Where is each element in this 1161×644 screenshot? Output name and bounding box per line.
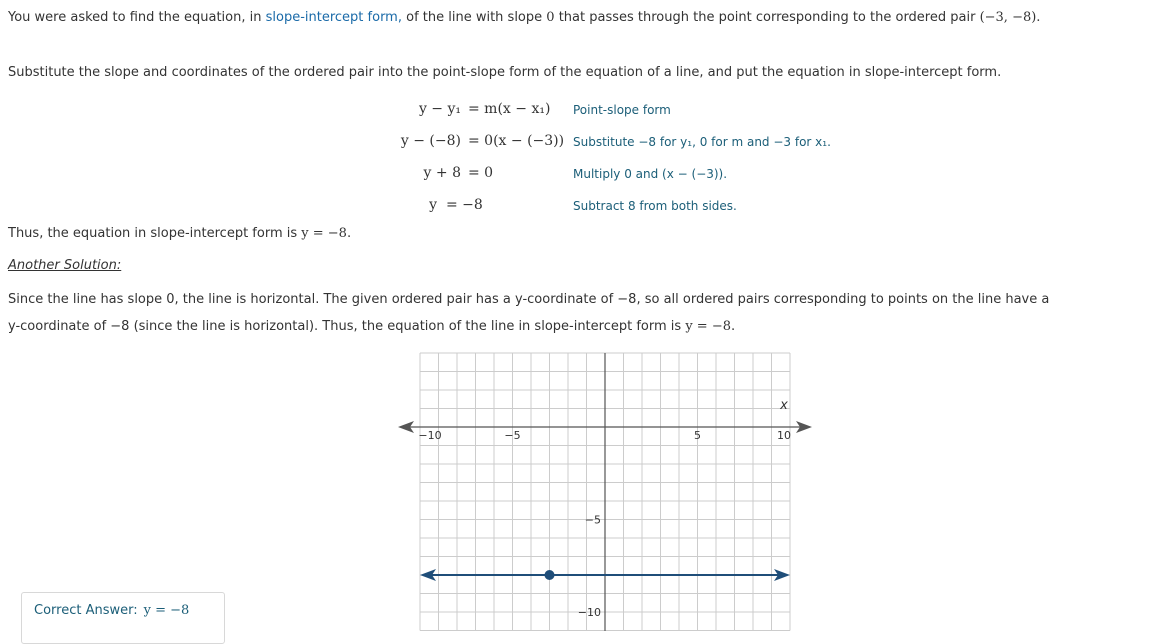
step-4-right: = −8: [446, 197, 483, 213]
step-2-note: Substitute −8 for y₁, 0 for m and −3 for x₁.: [573, 135, 831, 149]
step-2-left: y − (−8): [400, 133, 461, 149]
step-3-note: Multiply 0 and (x − (−3)).: [573, 167, 728, 181]
slope-intercept-link[interactable]: slope-intercept form,: [265, 10, 402, 25]
x-tick-label: 10: [777, 429, 791, 442]
conclusion-equation: y = −8.: [301, 226, 352, 241]
conclusion-text: [8, 226, 351, 241]
step-3-right: = 0: [468, 165, 494, 181]
step-4-note: Subtract 8 from both sides.: [573, 199, 737, 213]
intro-pair: (−3, −8).: [979, 10, 1041, 25]
correct-answer-caption: Correct Answer:: [34, 603, 138, 618]
step-1-right: = m(x − x₁): [468, 101, 551, 117]
step-1-note: Point-slope form: [573, 103, 671, 117]
x-tick-label: −10: [418, 429, 442, 442]
another-solution-heading: Another Solution:: [8, 258, 122, 273]
explanation-line-1: Since the line has slope 0, the line is horizontal. The given ordered pair has a y-coordinate of −8, so all ordered pairs corresponding to points on the line have a: [8, 292, 1050, 307]
correct-answer-equation: y = −8: [143, 603, 190, 618]
explanation-line-2-equation: y = −8.: [685, 319, 736, 334]
intro-part2: of the line with slope: [401, 10, 547, 25]
intro-slope: 0: [546, 10, 555, 25]
y-tick-label: −5: [584, 513, 601, 527]
explanation-line-2-text: y-coordinate of −8 (since the line is horizontal). Thus, the equation of the line in slope-intercept form is: [8, 319, 686, 334]
x-tick-label: 5: [694, 429, 701, 442]
step-4-left: y: [429, 197, 437, 213]
x-axis-label: x: [780, 398, 788, 413]
coordinate-graph: [395, 349, 815, 631]
step-3-left: y + 8: [423, 165, 461, 181]
step-1-left: y − y₁: [418, 101, 461, 117]
graph-axes: [398, 353, 812, 631]
explanation-line-2: [8, 319, 735, 334]
intro-text: [8, 10, 1040, 25]
correct-answer-box: [21, 592, 225, 644]
y-tick-label: −10: [577, 606, 601, 619]
correct-answer-label: [34, 603, 189, 618]
intro-part3: that passes through the point corresponding to the ordered pair: [554, 10, 980, 25]
intro-part1: You were asked to find the equation, in: [8, 10, 266, 25]
step-2-right: = 0(x − (−3)): [468, 133, 565, 149]
given-point: [545, 570, 555, 580]
instruction-text: Substitute the slope and coordinates of the ordered pair into the point-slope form of the equation of a line, and put the equation in slope-intercept form.: [8, 65, 1002, 80]
conclusion-label: Thus, the equation in slope-intercept form is: [8, 226, 302, 241]
x-tick-label: −5: [504, 429, 521, 442]
